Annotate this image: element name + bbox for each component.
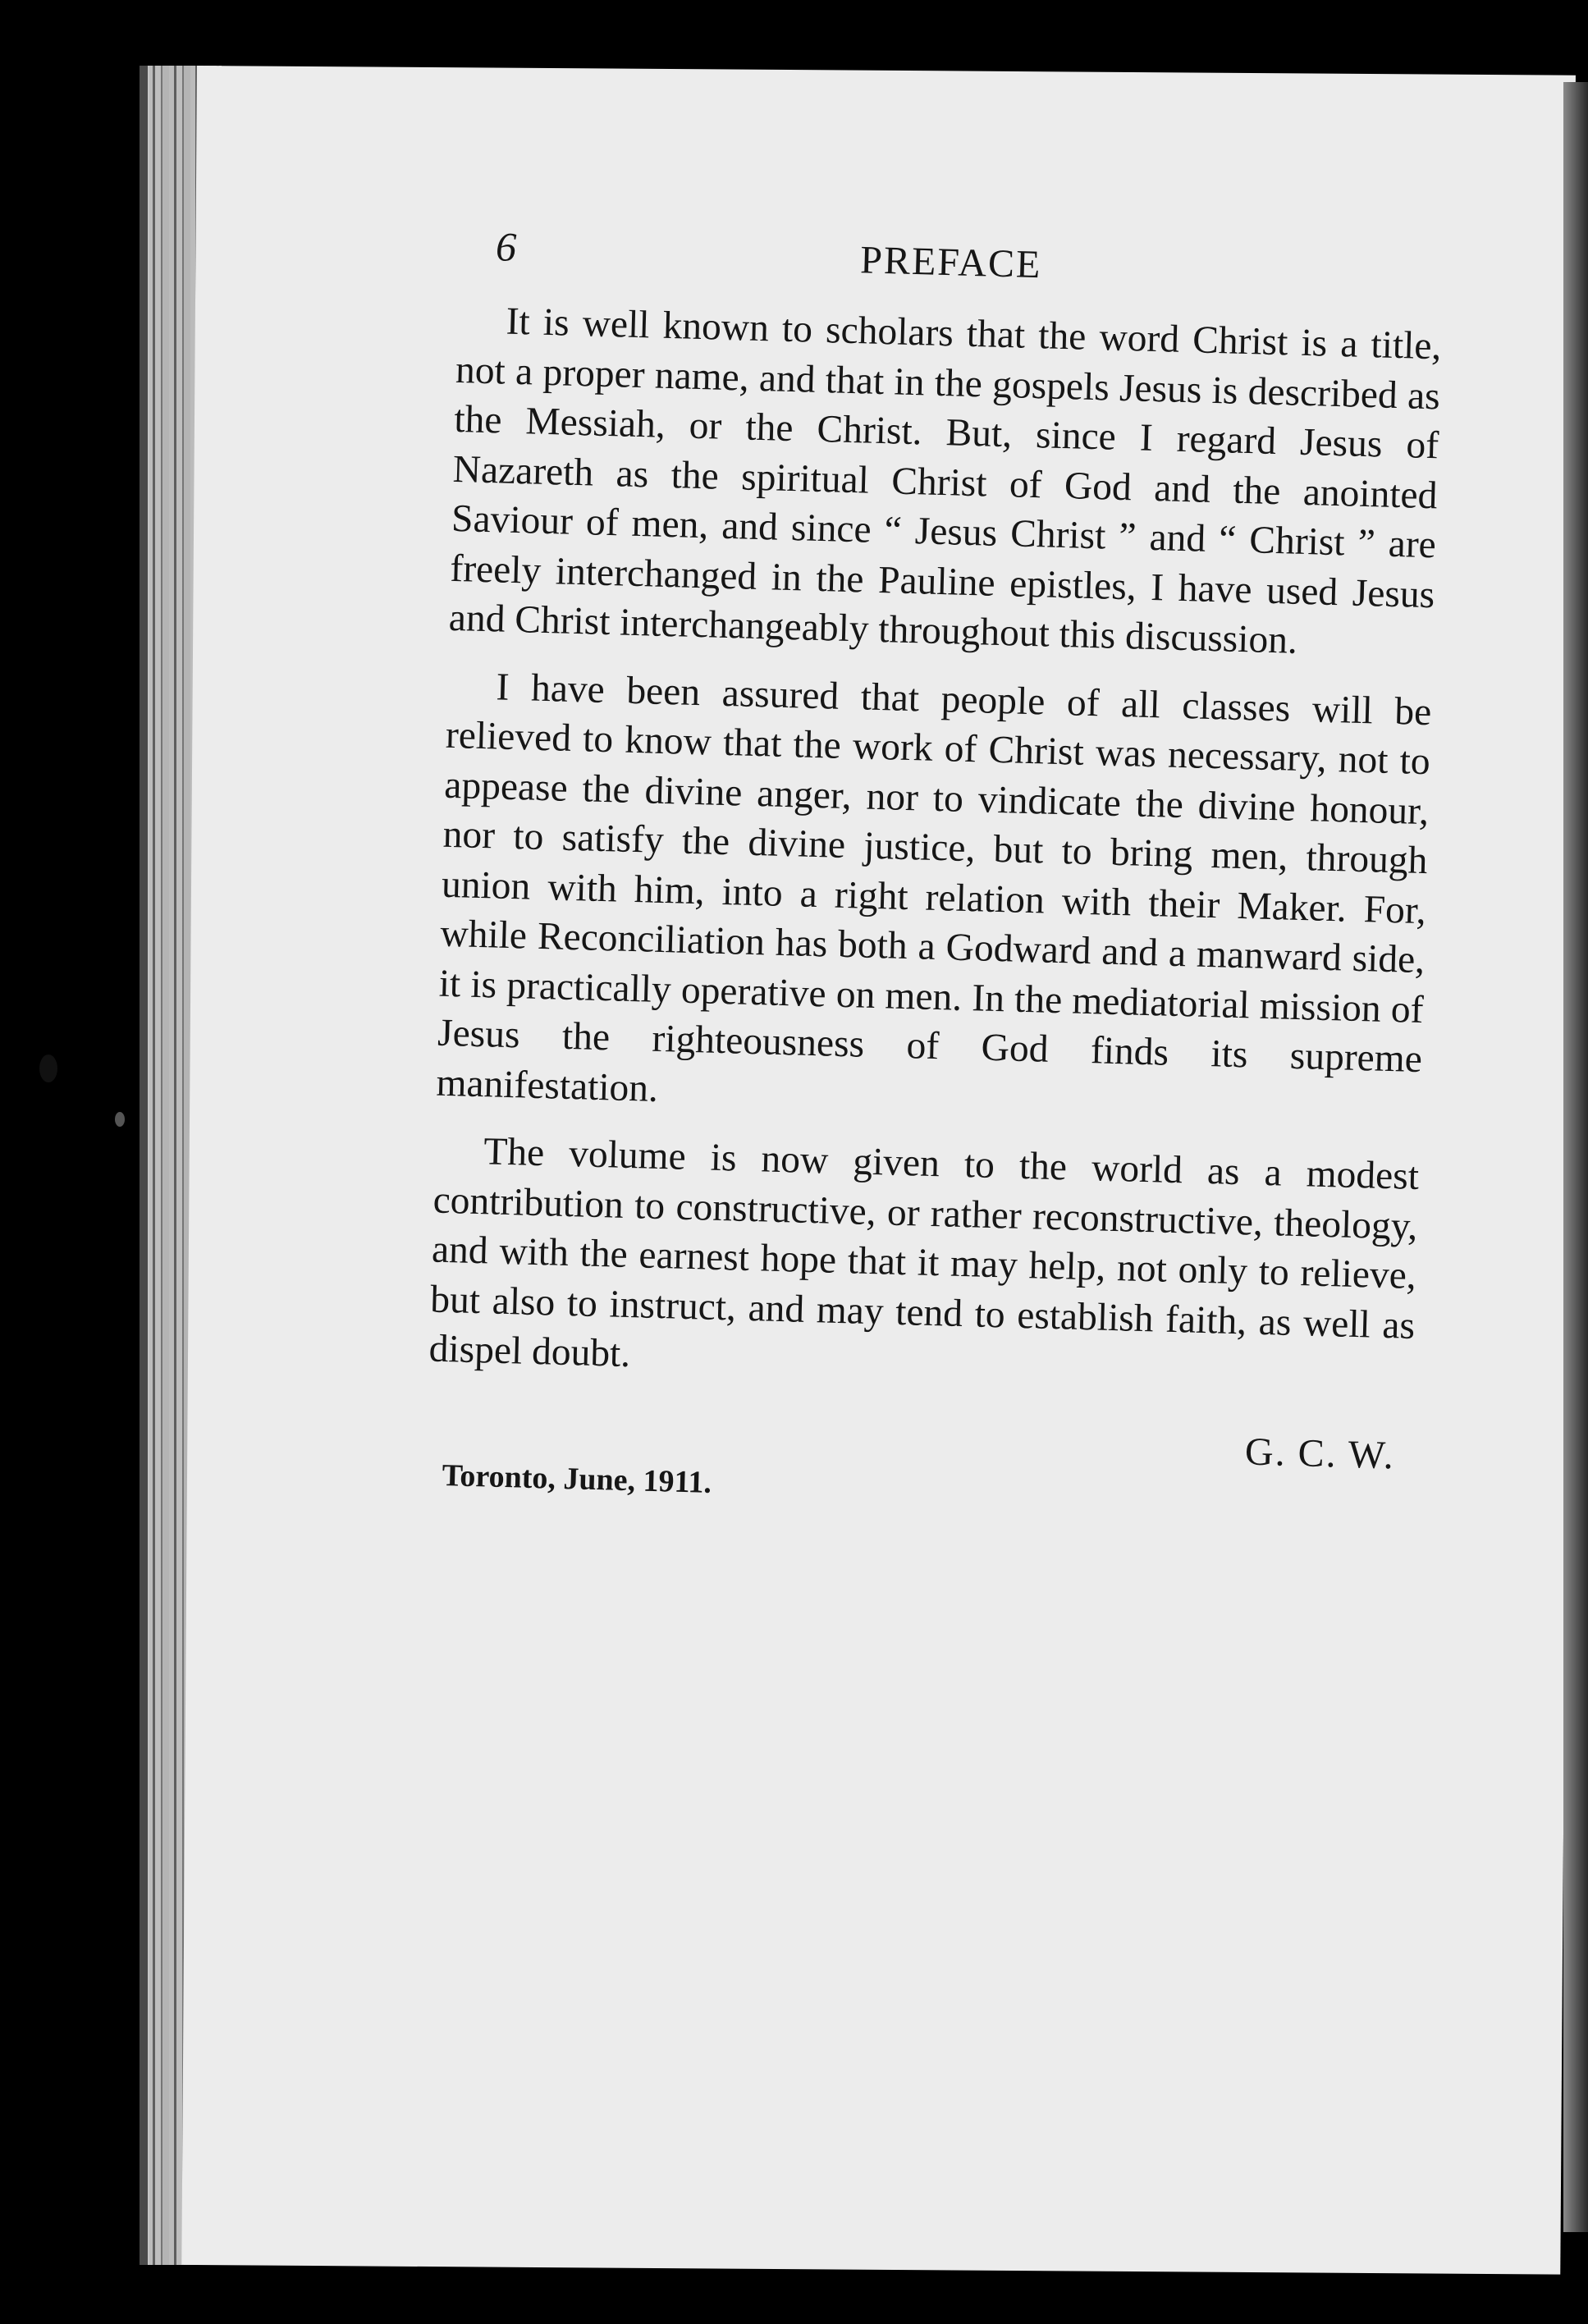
body-text <box>428 295 1442 1400</box>
signature-initials: G. C. W. <box>1244 1429 1396 1477</box>
scan-speck <box>39 1054 57 1082</box>
page-right-edge <box>1563 82 1588 2232</box>
page-content <box>425 222 1444 1519</box>
page-title: PREFACE <box>859 238 1043 287</box>
scan-speck <box>115 1112 125 1127</box>
paragraph: I have been assured that people of all classes will be relieved to know that the work of Christ was necessary, not to appease the divine anger, nor to vindicate the divine honour, nor to satisfy the divine justice, but to bring men, through union with him, into a right relation with their Maker. For, while Reconciliation has both a Godward and a manward side, it is practically operative on men. In the mediatorial mission of Jesus the righteousness of God finds its supreme manifestation. <box>435 665 1432 1110</box>
place-date: Toronto, June, 1911. <box>442 1457 712 1500</box>
page-number: 6 <box>495 223 517 270</box>
paragraph: The volume is now given to the world as a modest contribution to constructive, or rather reconstructive, theology, and with the earnest hope that it may help, not only to relieve, but also to instruct, and may tend to establish faith, as well as dispel doubt. <box>428 1130 1420 1376</box>
paragraph: It is well known to scholars that the word Christ is a title, not a proper name, and that in the gospels Jesus is described as the Messiah, or the Christ. But, since I regard Jesus of Nazareth as the spiritual Christ of God and the anointed Saviour of men, and since “ Jesus Christ ” and “ Christ ” are freely interchanged in the Pauline epistles, I have used Jesus and Christ interchangeably throughout this discussion. <box>448 300 1443 662</box>
